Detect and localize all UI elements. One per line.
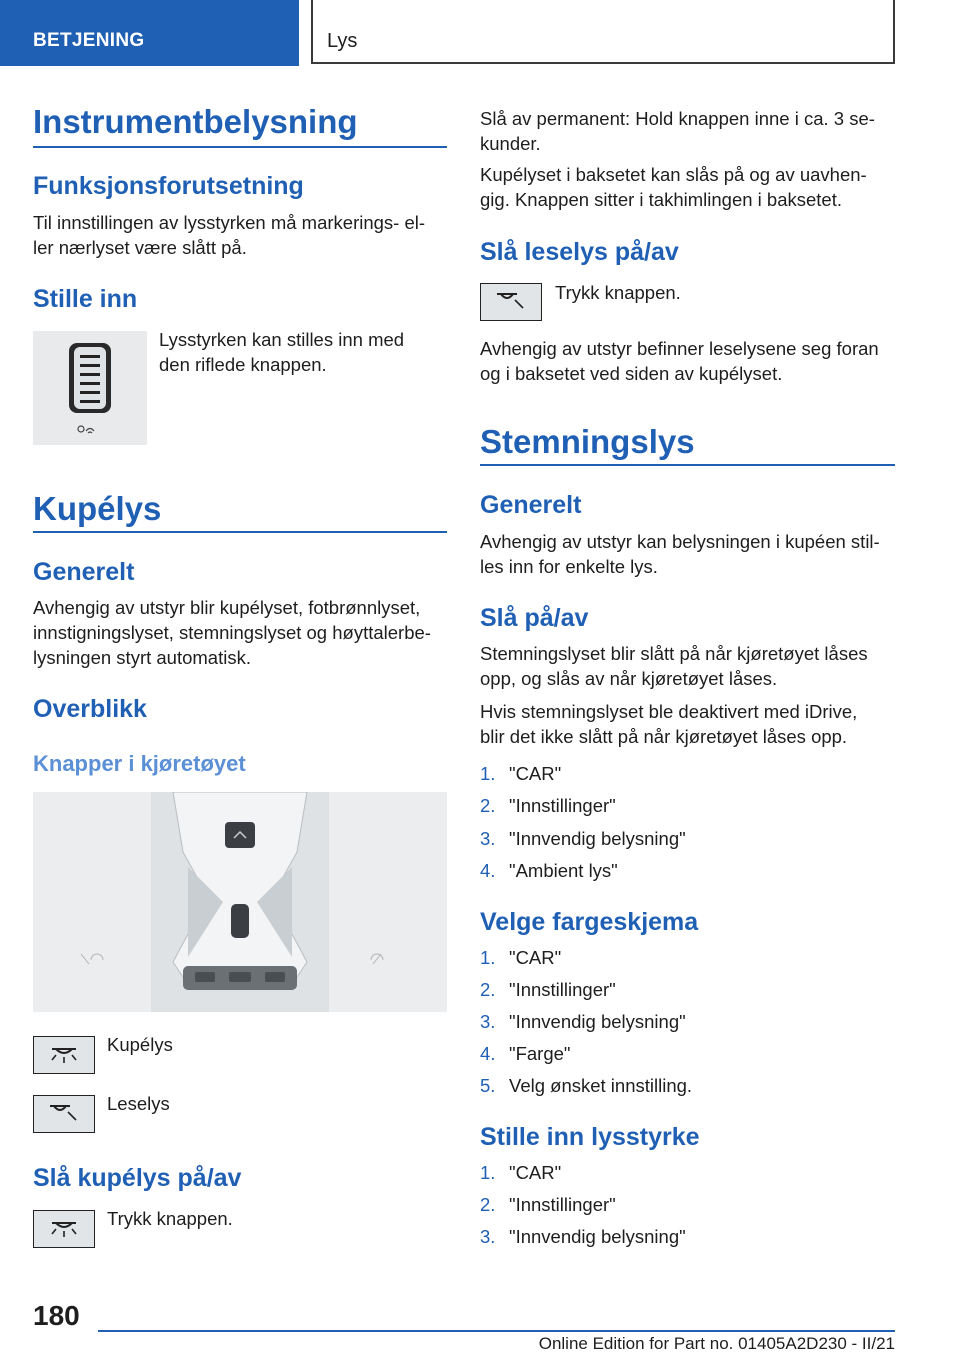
list-number: 5. [480, 1075, 496, 1096]
paragraph-line: kunder. [480, 133, 541, 154]
list-text: Velg ønsket innstilling. [509, 1075, 693, 1096]
heading-rule [480, 464, 895, 466]
heading-knapper: Knapper i kjøretøyet [33, 751, 246, 776]
reading-light-icon [34, 1096, 94, 1132]
paragraph-line: opp, og slås av når kjøretøyet låses. [480, 668, 778, 689]
list-text: "Innvendig belysning" [509, 1011, 686, 1032]
list-number: 4. [480, 860, 496, 881]
heading-instrumentbelysning: Instrumentbelysning [33, 103, 358, 140]
reading-light-button [480, 283, 542, 321]
heading-sla-leselys: Slå leselys på/av [480, 238, 679, 266]
list-text: "CAR" [509, 1162, 562, 1183]
list-text: "Ambient lys" [509, 860, 618, 881]
paragraph-line: innstigningslyset, stemningslyset og høyttalerbe- [33, 622, 431, 643]
reading-light-button [33, 1095, 95, 1133]
page-number: 180 [33, 1300, 80, 1331]
footer-rule [98, 1330, 895, 1332]
list-text: "Farge" [509, 1043, 571, 1064]
paragraph-line: blir det ikke slått på når kjøretøyet låses opp. [480, 726, 848, 747]
paragraph-line: Slå av permanent: Hold knappen inne i ca. 3 se- [480, 108, 875, 129]
list-text: "CAR" [509, 947, 562, 968]
heading-rule [33, 146, 447, 148]
dimmer-wheel-icon [33, 331, 147, 445]
heading-generelt: Generelt [480, 491, 582, 519]
paragraph-line: Hvis stemningslyset ble deaktivert med iDrive, [480, 701, 858, 722]
list-number: 1. [480, 763, 496, 784]
paragraph-line: Lysstyrken kan stilles inn med [159, 329, 405, 350]
list-number: 3. [480, 828, 496, 849]
paragraph-line: og i baksetet ved siden av kupélyset. [480, 363, 783, 384]
heading-generelt: Generelt [33, 558, 135, 586]
dimmer-wheel-image [33, 331, 147, 445]
overhead-console-image [33, 792, 447, 1012]
list-number: 3. [480, 1226, 496, 1247]
list-text: "Innvendig belysning" [509, 828, 686, 849]
label-leselys: Leselys [107, 1093, 170, 1114]
paragraph-line: Trykk knappen. [107, 1208, 233, 1229]
paragraph-line: ler nærlyset være slått på. [33, 237, 247, 258]
list-number: 1. [480, 1162, 496, 1183]
heading-kupelys: Kupélys [33, 490, 162, 527]
list-text: "Innstillinger" [509, 795, 616, 816]
heading-overblikk: Overblikk [33, 695, 147, 723]
list-text: "Innstillinger" [509, 979, 616, 1000]
label-kupelys: Kupélys [107, 1034, 173, 1055]
paragraph-line: Trykk knappen. [555, 282, 681, 303]
list-number: 2. [480, 1194, 496, 1215]
list-text: "CAR" [509, 763, 562, 784]
paragraph-line: gig. Knappen sitter i takhimlingen i baksetet. [480, 189, 842, 210]
reading-light-icon [481, 284, 541, 320]
heading-stemningslys: Stemningslys [480, 423, 695, 460]
interior-light-icon [34, 1037, 94, 1073]
list-number: 4. [480, 1043, 496, 1064]
paragraph-line: Til innstillingen av lysstyrken må markerings- el- [33, 212, 426, 233]
paragraph-line: Avhengig av utstyr blir kupélyset, fotbrønnlyset, [33, 597, 421, 618]
interior-light-button [33, 1210, 95, 1248]
overhead-console-illustration [33, 792, 447, 1012]
paragraph-line: Kupélyset i baksetet kan slås på og av uavhen- [480, 164, 867, 185]
heading-funksjonsforutsetning: Funksjonsforutsetning [33, 172, 304, 200]
paragraph-line: Avhengig av utstyr befinner leselysene seg foran [480, 338, 879, 359]
list-number: 3. [480, 1011, 496, 1032]
list-number: 1. [480, 947, 496, 968]
heading-rule [33, 531, 447, 533]
paragraph-line: Stemningslyset blir slått på når kjøretøyet låses [480, 643, 868, 664]
paragraph-line: les inn for enkelte lys. [480, 556, 658, 577]
footer-edition: Online Edition for Part no. 01405A2D230 - II/21 [538, 1334, 895, 1353]
heading-stille-inn: Stille inn [33, 285, 138, 313]
list-number: 2. [480, 795, 496, 816]
interior-light-icon [34, 1211, 94, 1247]
heading-sla-pa-av: Slå på/av [480, 604, 589, 632]
heading-velge-fargeskjema: Velge fargeskjema [480, 908, 699, 936]
topic-tab [311, 0, 895, 64]
topic-title: Lys [327, 30, 358, 52]
section-tab [0, 0, 299, 66]
paragraph-line: den riflede knappen. [159, 354, 327, 375]
interior-light-button [33, 1036, 95, 1074]
list-number: 2. [480, 979, 496, 1000]
heading-stille-inn-lysstyrke: Stille inn lysstyrke [480, 1123, 700, 1151]
paragraph-line: lysningen styrt automatisk. [33, 647, 251, 668]
list-text: "Innstillinger" [509, 1194, 616, 1215]
section-title: BETJENING [33, 30, 145, 51]
list-text: "Innvendig belysning" [509, 1226, 686, 1247]
heading-sla-kupelys: Slå kupélys på/av [33, 1164, 242, 1192]
paragraph-line: Avhengig av utstyr kan belysningen i kupéen stil- [480, 531, 880, 552]
